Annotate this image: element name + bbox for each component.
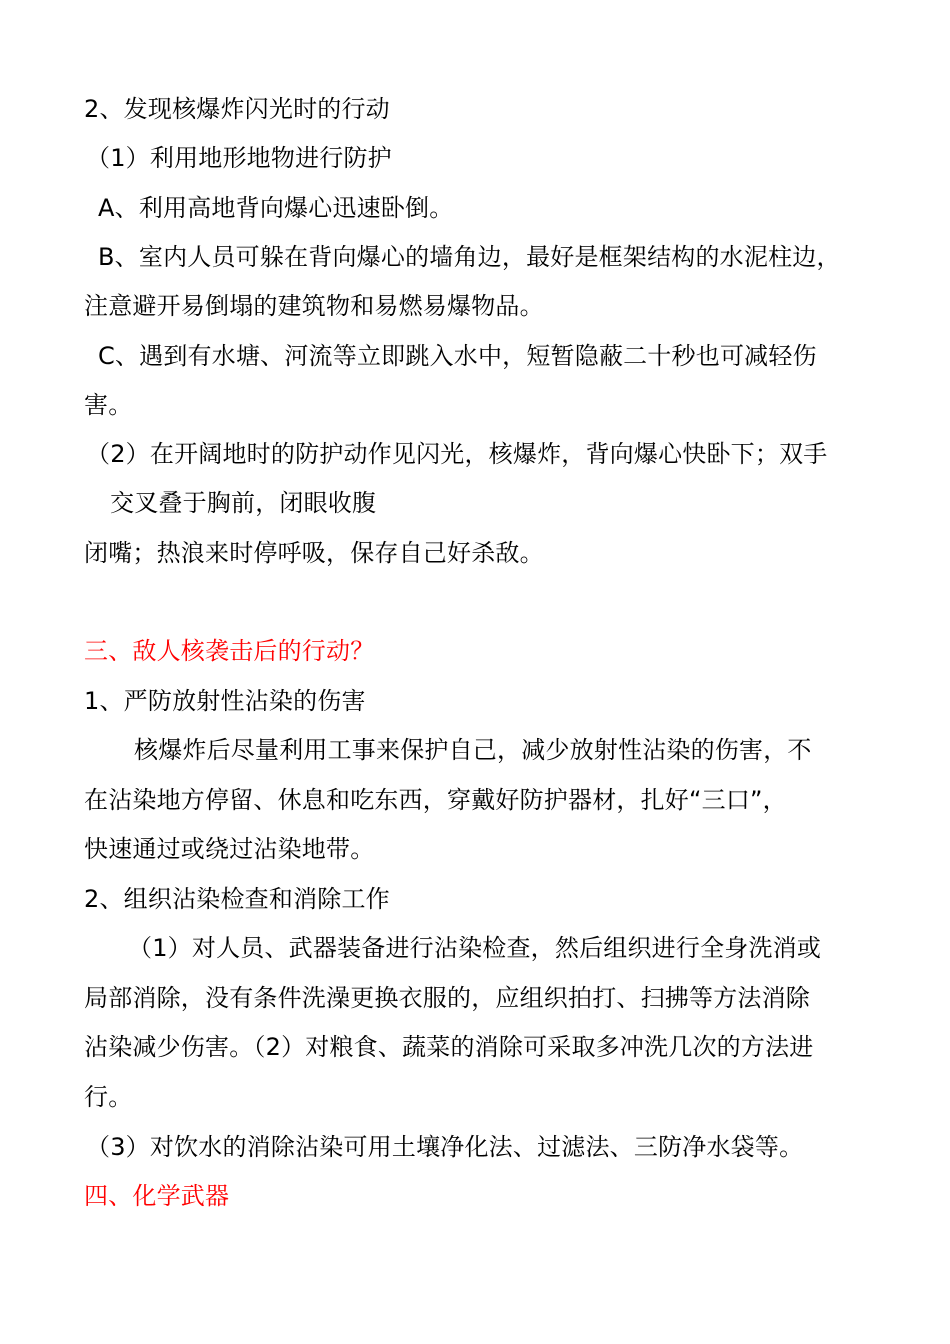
subheading-nuclear-flash-actions: 2、发现核爆炸闪光时的行动	[84, 95, 390, 123]
paragraph-contamination-3: 快速通过或绕过沾染地带。	[84, 835, 375, 863]
subheading-decontamination: 2、组织沾染检查和消除工作	[84, 885, 390, 913]
subheading-prevent-contamination: 1、严防放射性沾染的伤害	[84, 687, 366, 715]
point-c-water: C、遇到有水塘、河流等立即跳入水中，短暂隐蔽二十秒也可减轻伤	[98, 342, 817, 370]
paragraph-decontamination-2: 局部消除，没有条件洗澡更换衣服的，应组织拍打、扫拂等方法消除	[84, 984, 810, 1012]
item-open-ground-continued: 交叉叠于胸前，闭眼收腹	[110, 489, 377, 517]
section-heading-chemical-weapons: 四、化学武器	[84, 1182, 230, 1210]
paragraph-decontamination-4: 行。	[84, 1083, 133, 1111]
item-open-ground-protection: （2）在开阔地时的防护动作见闪光，核爆炸，背向爆心快卧下；双手	[86, 440, 828, 468]
item-terrain-protection: （1）利用地形地物进行防护	[86, 144, 392, 172]
point-b-continued: 注意避开易倒塌的建筑物和易燃易爆物品。	[84, 292, 544, 320]
paragraph-contamination-1: 核爆炸后尽量利用工事来保护自己，减少放射性沾染的伤害，不	[134, 736, 812, 764]
section-heading-after-nuclear-attack: 三、敌人核袭击后的行动？	[84, 637, 375, 665]
point-b-indoor: B、室内人员可躲在背向爆心的墙角边，最好是框架结构的水泥柱边，	[98, 243, 841, 271]
item-open-ground-end: 闭嘴；热浪来时停呼吸，保存自己好杀敌。	[84, 539, 544, 567]
point-c-continued: 害。	[84, 391, 133, 419]
paragraph-decontamination-3: 沾染减少伤害。（2）对粮食、蔬菜的消除可采取多冲洗几次的方法进	[84, 1033, 814, 1061]
point-a-high-ground: A、利用高地背向爆心迅速卧倒。	[98, 194, 454, 222]
item-water-decontamination: （3）对饮水的消除沾染可用土壤净化法、过滤法、三防净水袋等。	[86, 1133, 804, 1161]
paragraph-decontamination-1: （1）对人员、武器装备进行沾染检查，然后组织进行全身洗消或	[128, 934, 822, 962]
paragraph-contamination-2: 在沾染地方停留、休息和吃东西，穿戴好防护器材，扎好“三口”，	[84, 786, 787, 814]
